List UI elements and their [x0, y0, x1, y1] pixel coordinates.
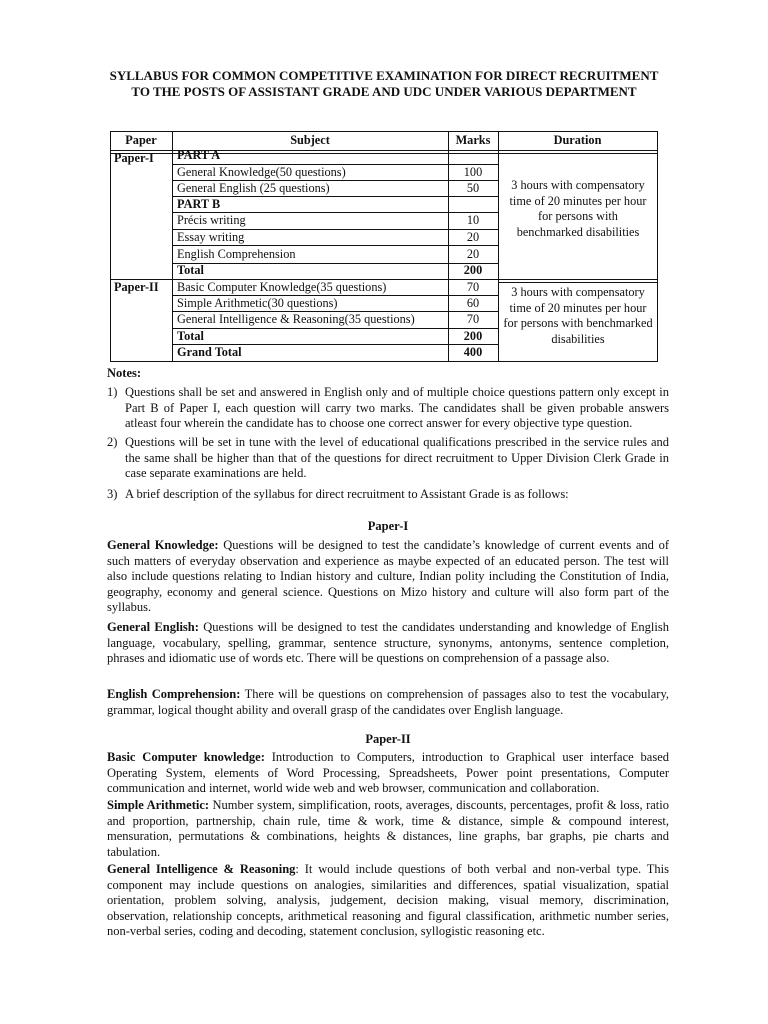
section-label: English Comprehension:	[107, 687, 241, 701]
note-text: Questions will be set in tune with the level of educational qualifications prescribed in the service rules and the same shall be higher than that of the questions for direct recruitment to Upper Division Clerk Grade in case separate examinations are held.	[125, 435, 669, 481]
table-row-subject: Grand Total	[177, 345, 242, 359]
paragraph-general-english	[107, 620, 669, 667]
section-text: : It would include questions of both verbal and non-verbal type. This component may include questions on analogies, similarities and differences, spatial visualization, spatial orientation, problem solving, analysis, judgement, decision making, visual memory, discrimination, observation, relationship concepts, arithmetical reasoning and figural classification, arithmetic number series, non-verbal series, coding and decoding, statement conclusion, syllogistic reasoning etc.	[107, 862, 669, 939]
header-paper: Paper	[125, 133, 157, 147]
paragraph-english-comprehension	[107, 687, 669, 718]
title-line-2: TO THE POSTS OF ASSISTANT GRADE AND UDC UNDER VARIOUS DEPARTMENT	[131, 84, 637, 99]
table-row-marks: 400	[463, 345, 483, 359]
table-row-subject: Total	[177, 329, 204, 343]
section-text: Number system, simplification, roots, averages, discounts, percentages, profit & loss, ratio and proportion, partnership, chain rule, time & work, time & distance, simple & compound interest, mensuration, permutations & combinations, heights & distances, line graphs, bar graphs, pie charts and tabulation.	[107, 798, 669, 859]
paragraph-general-intelligence	[107, 862, 669, 940]
table-row-marks: 50	[466, 181, 480, 195]
syllabus-table	[110, 131, 658, 362]
note-text: Questions shall be set and answered in English only and of multiple choice questions pattern only except in Part B of Paper I, each question will carry two marks. The candidates shall be given probable answers atleast four wherein the candidate has to choose one correct answer for every objective type question.	[125, 385, 669, 431]
section-label: General Intelligence & Reasoning	[107, 862, 296, 876]
table-row-subject: PART A	[177, 148, 221, 162]
section-label: Basic Computer knowledge:	[107, 750, 265, 764]
paragraph-simple-arithmetic	[107, 798, 669, 860]
section-label: General Knowledge:	[107, 538, 219, 552]
table-row-subject: English Comprehension	[177, 247, 296, 261]
section-label: Simple Arithmetic:	[107, 798, 210, 812]
paragraph-general-knowledge	[107, 538, 669, 616]
note-item	[107, 487, 669, 503]
paper-1-label: Paper-I	[114, 151, 154, 165]
title-line-1: SYLLABUS FOR COMMON COMPETITIVE EXAMINATION FOR DIRECT RECRUITMENT	[109, 68, 659, 83]
table-row-marks: 200	[463, 263, 483, 277]
table-row-marks: 60	[466, 296, 480, 310]
paper-2-label: Paper-II	[114, 280, 159, 294]
table-row-subject: General English (25 questions)	[177, 181, 330, 195]
header-subject: Subject	[290, 133, 330, 147]
duration-paper-2: 3 hours with compensatory time of 20 minutes per hour for persons with benchmarked disabilities	[503, 285, 653, 346]
duration-paper-1: 3 hours with compensatory time of 20 minutes per hour for persons with benchmarked disabilities	[509, 178, 647, 239]
note-number: 1)	[107, 385, 118, 399]
section-text: Questions will be designed to test the candidates understanding and knowledge of English language, vocabulary, spelling, grammar, sentence structure, synonyms, antonyms, sentence completion, phrases and idiomatic use of words etc. There will be questions on comprehension of a passage also.	[107, 620, 669, 666]
note-item	[107, 385, 669, 432]
note-number: 3)	[107, 487, 118, 501]
table-row-marks: 10	[466, 213, 480, 227]
table-row-subject: PART B	[177, 197, 221, 211]
table-row-marks: 200	[463, 329, 483, 343]
header-marks: Marks	[455, 133, 491, 147]
header-duration: Duration	[553, 133, 602, 147]
note-number: 2)	[107, 435, 118, 449]
table-row-subject: Simple Arithmetic(30 questions)	[177, 296, 338, 310]
table-row-marks: 20	[466, 247, 480, 261]
section-text: Introduction to Computers, introduction to Graphical user interface based Operating System, elements of Word Processing, Spreadsheets, Power point presentations, Computer communication and internet, world wide web and web browser, communication and collaboration.	[107, 750, 669, 796]
paper-1-heading: Paper-I	[367, 519, 409, 533]
note-item	[107, 435, 669, 482]
table-row-subject: General Knowledge(50 questions)	[177, 165, 346, 179]
table-row-subject: Basic Computer Knowledge(35 questions)	[177, 280, 387, 294]
note-text: A brief description of the syllabus for direct recruitment to Assistant Grade is as follows:	[125, 487, 569, 501]
document-title	[60, 68, 708, 100]
section-label: General English:	[107, 620, 199, 634]
paper-2-heading: Paper-II	[365, 732, 411, 746]
section-text: Questions will be designed to test the candidate’s knowledge of current events and of such matters of everyday observation and experience as maybe expected of an educated person. The test will also include questions relating to Indian history and culture, Indian polity including the Constitution of India, geography, economy and general science. Questions on Mizo history and culture will also form part of the syllabus.	[107, 538, 669, 615]
section-text: There will be questions on comprehension of passages also to test the vocabulary, grammar, logical thought ability and overall grasp of the candidates over English language.	[107, 687, 670, 717]
table-row-subject: Total	[177, 263, 204, 277]
table-row-subject: General Intelligence & Reasoning(35 questions)	[177, 312, 415, 326]
table-row-marks: 70	[466, 312, 480, 326]
table-row-subject: Précis writing	[177, 213, 246, 227]
paragraph-basic-computer	[107, 750, 669, 797]
notes-heading: Notes:	[107, 366, 142, 380]
table-row-marks: 100	[463, 165, 483, 179]
table-row-marks: 20	[466, 230, 480, 244]
table-row-subject: Essay writing	[177, 230, 245, 244]
table-row-marks: 70	[466, 280, 480, 294]
